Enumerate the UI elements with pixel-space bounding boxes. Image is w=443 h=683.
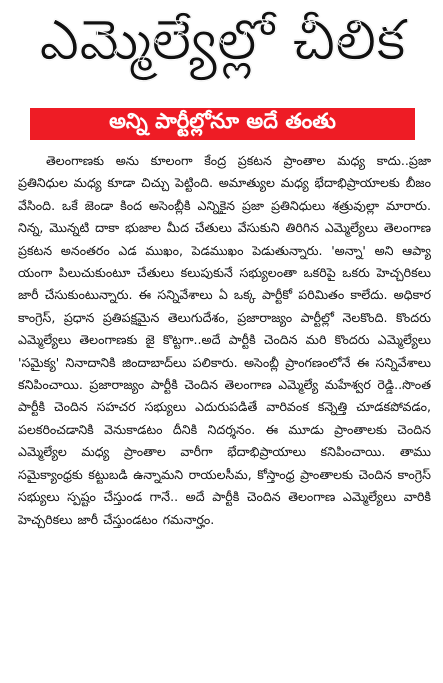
subheadline-banner: అన్ని పార్టీల్లోనూ అదే తంతు	[30, 108, 415, 140]
headline: ఎమ్మెల్యేల్లో చీలిక	[39, 7, 406, 73]
article-body: తెలంగాణకు అను కూలంగా కేంద్ర ప్రకటన ప్రాంతాల మధ్య కాదు..ప్రజా ప్రతినిధుల మధ్య కూడా చిచ్చు పెట్టింది. అమాత్యుల మధ్య భేదాభిప్రాయాలకు బీజం వేసింది. ఒకే జెండా కింద అసెంబ్లీకి ఎన్నికైన ప్రజా ప్రతినిధులు శత్రువుల్లా మారారు. నిన్న, మొన్నటి దాకా భుజాల మీద చేతులు వేసుకుని తిరిగిన ఎమ్మెల్యేలు తెలంగాణ ప్రకటన అనంతరం ఎడ ముఖం, పెడముఖం పెడుతున్నారు. 'అన్నా' అని ఆప్యా యంగా పిలుచుకుంటూ చేతులు కలుపుకునే సభ్యులంతా ఒకరిపై ఒకరు హెచ్చరికలు జారీ చేసుకుంటున్నారు. ఈ సన్నివేశాలు ఏ ఒక్క పార్టీకో పరిమితం కాలేదు. అధికార కాంగ్రెస్, ప్రధాన ప్రతిపక్షమైన తెలుగుదేశం, ప్రజారాజ్యం పార్టీల్లో నెలకొంది. కొందరు ఎమ్మెల్యేలు తెలంగాణకు జై కొట్టగా..అదే పార్టీకి చెందిన మరి కొందరు ఎమ్మెల్యేలు 'సమైక్య' నినాదానికి జిందాబాద్‌లు పలికారు. అసెంబ్లీ ప్రాంగణంలోనే ఈ సన్నివేశాలు కనిపించాయి. ప్రజారాజ్యం పార్టీకి చెందిన తెలంగాణ ఎమ్మెల్యే మహేశ్వర రెడ్డి..సొంత పార్టీకి చెందిన సహచర సభ్యులు ఎదురుపడితే వారివంక కన్నెత్తి చూడకపోవడం, పలకరించడానికి వెనుకాడటం దీనికి నిదర్శనం. ఈ మూడు ప్రాంతాలకు చెందిన ఎమ్మెల్యేల మధ్య ప్రాంతాల వారీగా భేదాభిప్రాయాలు కనిపించాయి. తాము సమైక్యాంధ్రకు కట్టుబడి ఉన్నామని రాయలసీమ, కోస్తాంధ్ర ప్రాంతాలకు చెందిన కాంగ్రెస్ సభ్యులు స్పష్టం చేస్తుండ గానే.. అదే పార్టీకి చెందిన తెలంగాణ ఎమ్మెల్యేలు వారికి హెచ్చరికలు జారీ చేస్తుండటం గమనార్హం.	[18, 153, 431, 527]
